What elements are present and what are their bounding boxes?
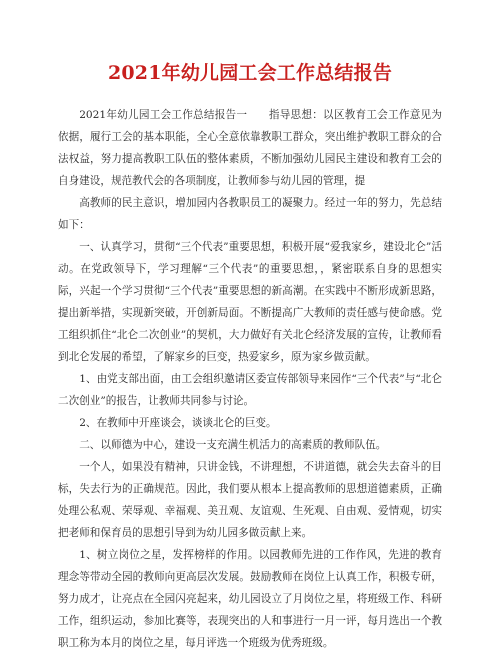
paragraph-summary: 高教师的民主意识，增加园内各教职员工的凝聚力。经过一年的努力，先总结如下： — [58, 197, 442, 231]
paragraph-item-2: 2、在教师中开座谈会，谈谈北仑的巨变。 — [79, 417, 277, 429]
paragraph-item-1: 1、由党支部出面，由工会组织邀请区委宣传部领导来园作“三个代表”与“北仑二次创业”的报告，让教师共同参与讨论。 — [58, 373, 442, 407]
paragraph-section-one: 一、认真学习，贯彻“三个代表”重要思想，积极开展“爱我家乡，建设北仑”活动。在党政领导下，学习理解“三个代表”的重要思想，，紧密联系自身的思想实际，兴起一个学习贯彻“三个代表”重要思想的新高潮。在实践中不断形成新思路，提出新举措，实现新突破，开创新局面。不断提高广大教师的责任感与使命感。党工组织抓住“北仑二次创业”的契机，大力做好有关北仑经济发展的宣传，让教师看到北仑发展的希望，了解家乡的巨变，热爱家乡，原为家乡做贡献。 — [58, 241, 442, 363]
paragraph-ethics: 一个人，如果没有精神，只讲金钱，不讲理想，不讲道德，就会失去奋斗的目标，失去行为的正确规范。因此，我们要从根本上提高教师的思想道德素质，正确处理公私观、荣辱观、幸福观、美丑观、友谊观、生死观、自由观、爱情观，切实把老师和保育员的思想引导到为幼儿园多做贡献上来。 — [58, 461, 442, 539]
document-body — [58, 104, 442, 654]
document-title: 2021年幼儿园工会工作总结报告 — [107, 62, 393, 84]
paragraph-role-model: 1、树立岗位之星，发挥榜样的作用。以园教师先进的工作作风，先进的教育理念等带动全园的教师向更高层次发展。鼓励教师在岗位上认真工作，积极专研，努力成才，让亮点在全园闪亮起来，幼儿园设立了月岗位之星，将班级工作、科研工作，组织运动，参加比赛等，表现突出的人和事进行一月一评，每月选出一个教职工称为本月的岗位之星，每月评选一个班级为优秀班级。 — [58, 549, 442, 649]
paragraph-intro: 2021年幼儿园工会工作总结报告一 指导思想：以区教育工会工作意见为依据，履行工会的基本职能，全心全意依靠教职工群众，突出维护教职工群众的合法权益，努力提高教职工队伍的整体素质，不断加强幼儿园民主建设和教育工会的自身建设，规范教代会的各项制度，让教师参与幼儿园的管理，提 — [58, 109, 442, 187]
paragraph-section-two: 二、以师德为中心，建设一支充满生机活力的高素质的教师队伍。 — [79, 439, 387, 451]
